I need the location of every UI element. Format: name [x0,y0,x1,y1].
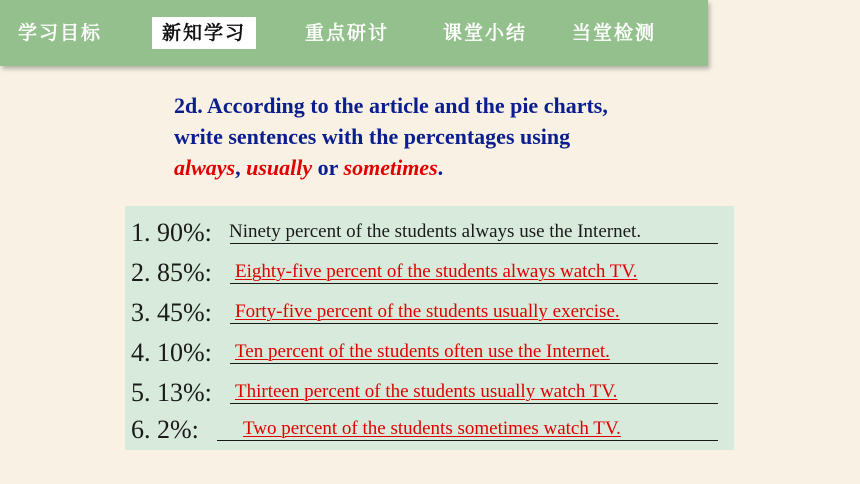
period: . [437,155,444,180]
exercise-box [125,206,734,450]
answer-blank-line [230,363,718,364]
answer-blank-line [217,440,718,441]
answer-text: Two percent of the students sometimes watch TV. [243,418,621,439]
answer-blank-line [230,403,718,404]
item-label: 5. 13%: [131,378,212,407]
nav-tab-new-knowledge[interactable]: 新知学习 [152,17,256,49]
answer-text: Thirteen percent of the students usually watch TV. [235,381,618,402]
top-nav-bar [0,0,708,66]
keyword-always: always [174,155,236,180]
answer-text: Eighty-five percent of the students always watch TV. [235,261,638,282]
nav-tab-in-class-test[interactable]: 当堂检测 [572,22,657,44]
answer-blank-line [230,323,718,324]
nav-tab-lesson-summary[interactable]: 课堂小结 [443,22,528,44]
instructions-line-3 [174,152,734,183]
answer-text: Ninety percent of the students always use the Internet. [229,221,642,242]
item-label: 2. 85%: [131,258,212,287]
item-label: 6. 2%: [131,415,199,444]
instructions-line-1: 2d. According to the article and the pie charts, [174,93,608,118]
exercise-instructions [174,90,734,183]
separator-comma: , [235,155,247,180]
answer-text: Ten percent of the students often use the Internet. [235,341,610,362]
nav-tab-learning-goals[interactable]: 学习目标 [18,22,103,44]
answer-blank-line [230,283,718,284]
keyword-usually: usually [246,155,313,180]
item-label: 4. 10%: [131,338,212,367]
item-label: 3. 45%: [131,298,212,327]
nav-tab-key-discussion[interactable]: 重点研讨 [305,22,390,44]
instructions-line-2: write sentences with the percentages using [174,124,571,149]
answer-text: Forty-five percent of the students usually exercise. [235,301,620,322]
keyword-sometimes: sometimes [343,155,438,180]
answer-blank-line [230,243,718,244]
separator-or: or [312,155,344,180]
item-label: 1. 90%: [131,218,212,247]
